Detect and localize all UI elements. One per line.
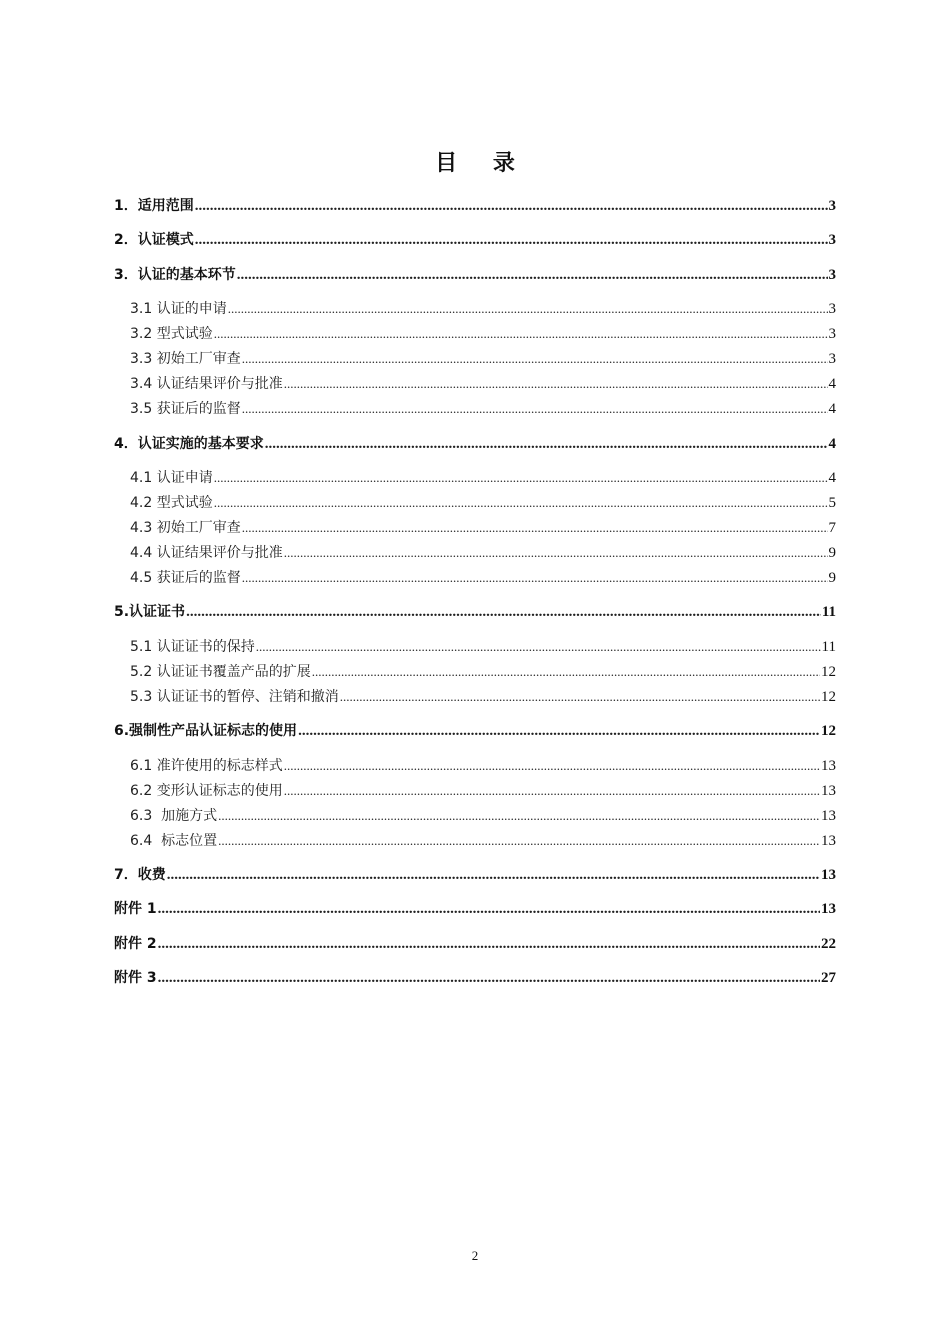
toc-leader: [214, 324, 828, 344]
toc-entry-page: 12: [821, 689, 836, 705]
toc-entry-page: 3: [828, 232, 836, 248]
toc-entry-label: 6.4 标志位置: [130, 833, 218, 849]
toc-entry-label: 附件 1: [114, 901, 157, 917]
toc-entry[interactable]: [114, 865, 836, 885]
toc-leader: [242, 399, 828, 419]
toc-leader: [228, 299, 828, 319]
toc-subentry[interactable]: [130, 781, 836, 801]
toc-entry-page: 13: [821, 901, 836, 917]
toc-subentry[interactable]: [130, 806, 836, 826]
toc-entry-label: 5.1 认证证书的保持: [130, 639, 255, 655]
toc-leader: [218, 806, 820, 826]
toc-leader: [167, 865, 820, 885]
toc-entry-label: 2．认证模式: [114, 232, 194, 248]
toc-entry-label: 6.2 变形认证标志的使用: [130, 783, 283, 799]
toc-leader: [242, 518, 828, 538]
toc-subentry[interactable]: [130, 637, 836, 657]
toc-entry-page: 13: [821, 867, 836, 883]
toc-entry-label: 3.4 认证结果评价与批准: [130, 376, 283, 392]
toc-entry[interactable]: [114, 265, 836, 285]
toc-entry[interactable]: [114, 230, 836, 250]
toc-entry-page: 3: [828, 301, 836, 317]
toc-entry-label: 6.强制性产品认证标志的使用: [114, 723, 298, 739]
toc-entry-label: 4.2 型式试验: [130, 495, 213, 511]
toc-entry-page: 3: [828, 198, 836, 214]
toc-leader: [256, 637, 821, 657]
toc-entry-label: 3．认证的基本环节: [114, 267, 236, 283]
toc-leader: [158, 934, 820, 954]
toc-entry-page: 4: [828, 401, 836, 417]
toc-entry-page: 12: [821, 723, 836, 739]
page-title: 目 录: [435, 151, 529, 176]
toc-entry[interactable]: [114, 602, 836, 622]
toc-entry-page: 11: [821, 639, 836, 655]
toc-subentry[interactable]: [130, 687, 836, 707]
toc-leader: [158, 968, 820, 988]
toc-entry-page: 3: [828, 267, 836, 283]
toc-leader: [195, 230, 828, 250]
toc-subentry[interactable]: [130, 374, 836, 394]
toc-leader: [284, 781, 820, 801]
toc-leader: [237, 265, 828, 285]
toc-entry-label: 5.3 认证证书的暂停、注销和撤消: [130, 689, 339, 705]
toc-entry-label: 6.3 加施方式: [130, 808, 218, 824]
toc-entry-label: 5.2 认证证书覆盖产品的扩展: [130, 664, 311, 680]
toc-leader: [265, 434, 828, 454]
toc-entry-page: 4: [828, 436, 836, 452]
toc-subentry[interactable]: [130, 518, 836, 538]
toc-entry-page: 13: [821, 808, 836, 824]
toc-subentry[interactable]: [130, 493, 836, 513]
toc-entry-label: 附件 3: [114, 970, 157, 986]
toc-leader: [284, 756, 820, 776]
toc-entry-page: 12: [821, 664, 836, 680]
toc-subentry[interactable]: [130, 399, 836, 419]
toc-entry-page: 13: [821, 758, 836, 774]
toc-entry-page: 9: [828, 545, 836, 561]
toc-entry-page: 5: [828, 495, 836, 511]
toc-subentry[interactable]: [130, 324, 836, 344]
toc-subentry[interactable]: [130, 831, 836, 851]
toc-subentry[interactable]: [130, 349, 836, 369]
toc-leader: [242, 349, 828, 369]
toc-entry[interactable]: [114, 934, 836, 954]
toc-subentry[interactable]: [130, 468, 836, 488]
toc-subentry[interactable]: [130, 543, 836, 563]
toc-entry[interactable]: [114, 196, 836, 216]
toc-entry-page: 7: [828, 520, 836, 536]
toc-leader: [242, 568, 828, 588]
toc-entry-label: 4．认证实施的基本要求: [114, 436, 264, 452]
toc-entry-page: 27: [821, 970, 836, 986]
toc-entry[interactable]: [114, 968, 836, 988]
page-number: 2: [471, 1248, 479, 1263]
toc-entry-page: 13: [821, 783, 836, 799]
toc-leader: [214, 468, 828, 488]
toc-entry-page: 3: [828, 326, 836, 342]
toc-entry-label: 6.1 准许使用的标志样式: [130, 758, 283, 774]
toc-entry-page: 4: [828, 470, 836, 486]
toc-entry-label: 4.3 初始工厂审查: [130, 520, 241, 536]
toc-leader: [284, 543, 828, 563]
toc-entry-page: 3: [828, 351, 836, 367]
toc-subentry[interactable]: [130, 299, 836, 319]
toc-subentry[interactable]: [130, 662, 836, 682]
toc-leader: [218, 831, 820, 851]
toc-entry-label: 3.5 获证后的监督: [130, 401, 241, 417]
toc-entry-label: 3.3 初始工厂审查: [130, 351, 241, 367]
toc-entry-label: 5.认证证书: [114, 604, 186, 620]
toc-entry-page: 11: [821, 604, 836, 620]
toc-entry[interactable]: [114, 899, 836, 919]
toc-leader: [195, 196, 828, 216]
toc-entry[interactable]: [114, 434, 836, 454]
toc-entry-page: 13: [821, 833, 836, 849]
toc-entry-page: 9: [828, 570, 836, 586]
toc-leader: [158, 899, 820, 919]
toc-entry-label: 3.1 认证的申请: [130, 301, 227, 317]
toc-leader: [340, 687, 820, 707]
toc-subentry[interactable]: [130, 568, 836, 588]
toc-entry-page: 4: [828, 376, 836, 392]
toc-entry-label: 4.1 认证申请: [130, 470, 213, 486]
toc-leader: [298, 721, 820, 741]
toc-entry-page: 22: [821, 936, 836, 952]
toc-entry-label: 附件 2: [114, 936, 157, 952]
toc-entry-label: 3.2 型式试验: [130, 326, 213, 342]
toc-entry-label: 4.4 认证结果评价与批准: [130, 545, 283, 561]
toc-leader: [214, 493, 828, 513]
toc-entry-label: 4.5 获证后的监督: [130, 570, 241, 586]
toc-leader: [312, 662, 820, 682]
toc-leader: [284, 374, 828, 394]
toc-entry-label: 7．收费: [114, 867, 166, 883]
toc-entry[interactable]: [114, 721, 836, 741]
toc-subentry[interactable]: [130, 756, 836, 776]
toc-leader: [186, 602, 821, 622]
toc-entry-label: 1．适用范围: [114, 198, 194, 214]
